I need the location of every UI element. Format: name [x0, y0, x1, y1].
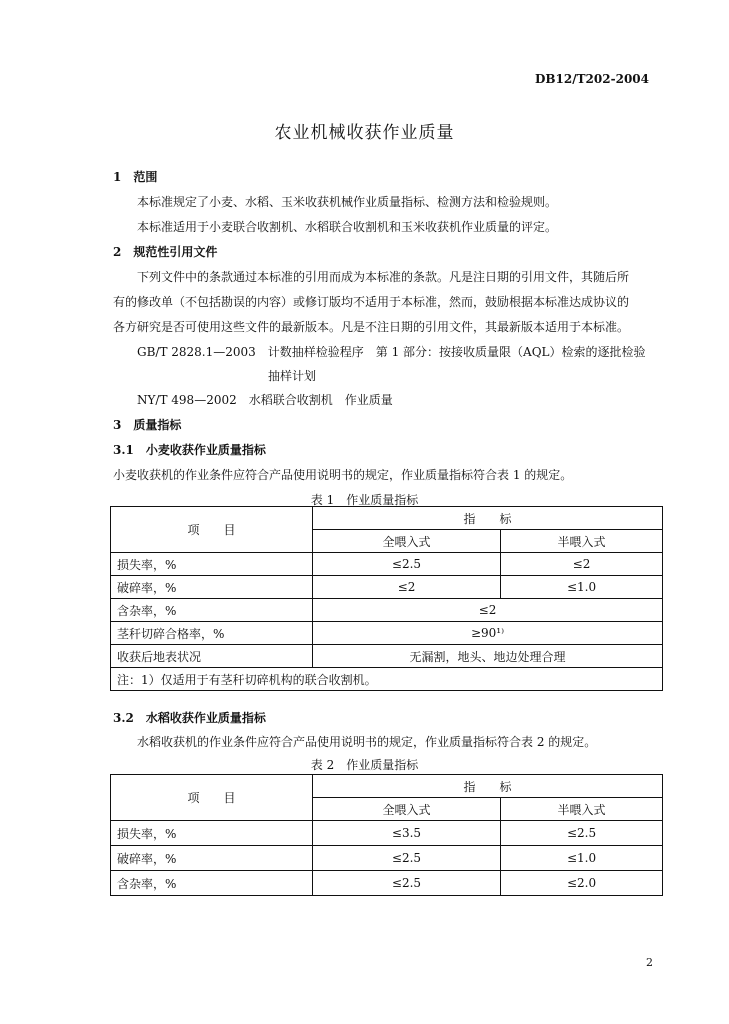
table-row — [111, 576, 663, 599]
table-cell: ≤3.5 — [313, 821, 501, 846]
table-cell: 损失率，% — [111, 553, 313, 576]
table-cell: 含杂率，% — [111, 871, 313, 896]
table-cell: ≤2.5 — [501, 821, 663, 846]
table-cell: ≤2.5 — [313, 871, 501, 896]
table-cell: 茎秆切碎合格率，% — [111, 622, 313, 645]
table-cell: ≤2.5 — [313, 846, 501, 871]
table-2-header-index: 指 标 — [313, 775, 663, 798]
table-2-header-half-feed: 半喂入式 — [501, 798, 663, 821]
table-cell: ≥90¹⁾ — [313, 622, 663, 645]
table-2-caption: 表 2 作业质量指标 — [310, 758, 419, 772]
reference-gb-2828-cont: 抽样计划 — [268, 369, 317, 383]
table-row — [111, 645, 663, 668]
table-cell: 破碎率，% — [111, 576, 313, 599]
table-1-caption: 表 1 作业质量指标 — [310, 493, 419, 507]
section-3-1-heading: 3.1 小麦收获作业质量指标 — [113, 443, 266, 457]
table-2-header-item: 项 目 — [111, 775, 313, 821]
document-code: DB12/T202-2004 — [535, 72, 649, 86]
section-3-1-paragraph: 小麦收获机的作业条件应符合产品使用说明书的规定，作业质量指标符合表 1 的规定。 — [113, 468, 573, 482]
table-cell: ≤1.0 — [501, 576, 663, 599]
section-2-paragraph-line-2: 有的修改单（不包括勘误的内容）或修订版均不适用于本标准，然而，鼓励根据本标准达成协议的 — [113, 295, 630, 309]
table-cell: ≤2 — [313, 576, 501, 599]
table-cell: ≤1.0 — [501, 846, 663, 871]
table-cell: ≤2 — [501, 553, 663, 576]
reference-ny-498: NY/T 498—2002 水稻联合收割机 作业质量 — [137, 393, 393, 407]
section-2-paragraph-line-3: 各方研究是否可使用这些文件的最新版本。凡是不注日期的引用文件，其最新版本适用于本标准。 — [113, 320, 630, 334]
table-row — [111, 821, 663, 846]
section-3-2-paragraph: 水稻收获机的作业条件应符合产品使用说明书的规定，作业质量指标符合表 2 的规定。 — [137, 735, 597, 749]
table-row — [111, 599, 663, 622]
table-cell: 损失率，% — [111, 821, 313, 846]
table-2-header-full-feed: 全喂入式 — [313, 798, 501, 821]
table-row — [111, 846, 663, 871]
table-1-header-index: 指 标 — [313, 507, 663, 530]
table-cell: 收获后地表状况 — [111, 645, 313, 668]
section-3-heading: 3 质量指标 — [113, 418, 182, 432]
section-1-paragraph-1: 本标准规定了小麦、水稻、玉米收获机械作业质量指标、检测方法和检验规则。 — [137, 195, 558, 209]
section-2-heading: 2 规范性引用文件 — [113, 245, 218, 259]
table-1 — [110, 506, 663, 691]
reference-gb-2828: GB/T 2828.1—2003 计数抽样检验程序 第 1 部分：按接收质量限（AQL）检索的逐批检验 — [137, 345, 646, 359]
table-cell: ≤2.0 — [501, 871, 663, 896]
table-2 — [110, 774, 663, 896]
table-1-note: 注：1）仅适用于有茎秆切碎机构的联合收割机。 — [111, 668, 663, 691]
table-row — [111, 622, 663, 645]
table-cell: 破碎率，% — [111, 846, 313, 871]
section-1-heading: 1 范围 — [113, 170, 158, 184]
table-cell: ≤2.5 — [313, 553, 501, 576]
table-1-header-item: 项 目 — [111, 507, 313, 553]
table-row — [111, 553, 663, 576]
page-number: 2 — [646, 956, 653, 969]
section-3-2-heading: 3.2 水稻收获作业质量指标 — [113, 711, 266, 725]
section-1-paragraph-2: 本标准适用于小麦联合收割机、水稻联合收割机和玉米收获机作业质量的评定。 — [137, 220, 558, 234]
section-2-paragraph-line-1: 下列文件中的条款通过本标准的引用而成为本标准的条款。凡是注日期的引用文件，其随后所 — [137, 270, 630, 284]
table-row — [111, 871, 663, 896]
table-cell: 无漏割，地头、地边处理合理 — [313, 645, 663, 668]
table-cell: 含杂率，% — [111, 599, 313, 622]
table-cell: ≤2 — [313, 599, 663, 622]
table-1-header-full-feed: 全喂入式 — [313, 530, 501, 553]
page-title: 农业机械收获作业质量 — [274, 123, 455, 143]
table-1-header-half-feed: 半喂入式 — [501, 530, 663, 553]
